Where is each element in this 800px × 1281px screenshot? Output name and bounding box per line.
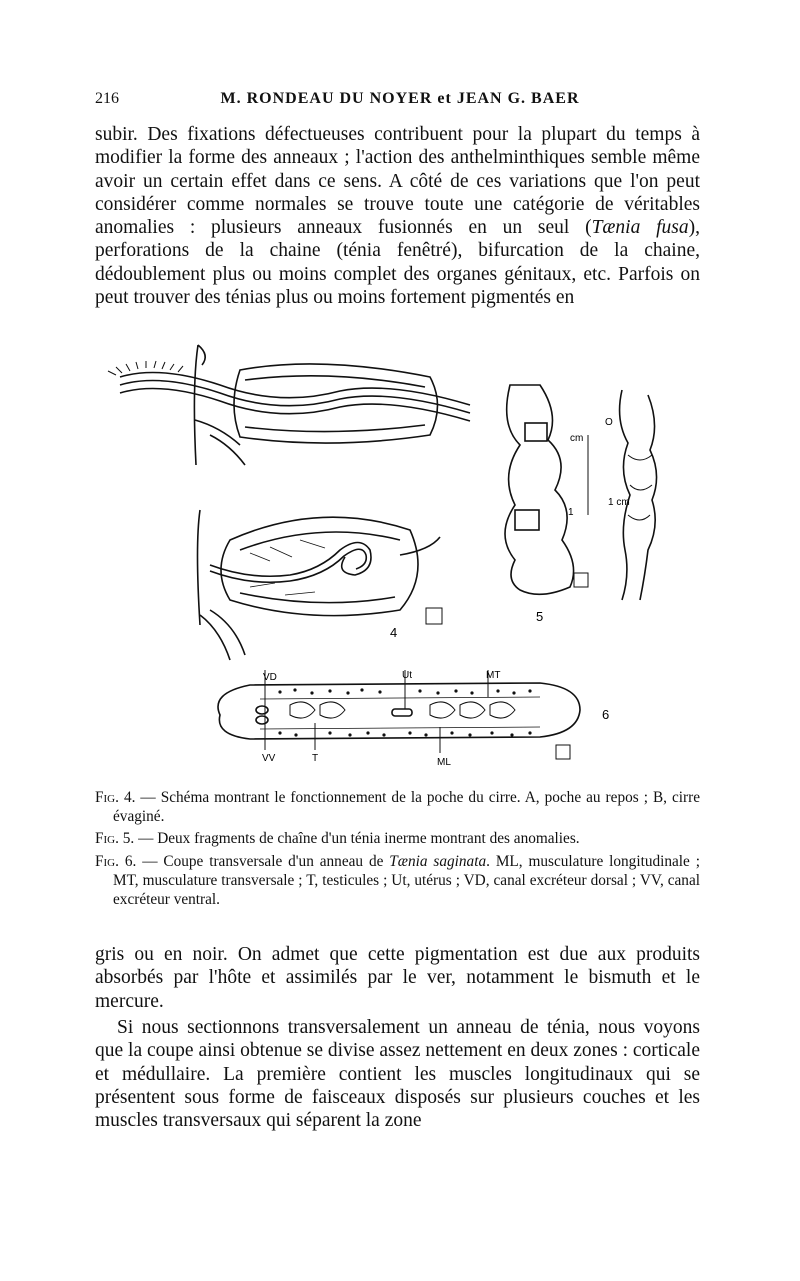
caption-fig4-text: — Schéma montrant le fonctionnement de la poche du cirre. A, poche au repos ; B, cirre évaginé. [113,789,700,825]
running-header [95,90,705,112]
caption-fig6 [95,852,700,909]
fig5-drawing [505,385,657,600]
caption-fig6-text-before: — Coupe transversale d'un anneau de [136,853,390,870]
caption-fig5 [95,829,700,848]
fig6-label-t: T [312,753,319,764]
fig6-number: 6 [602,707,610,722]
fig5-label-cm: cm [570,433,584,444]
caption-fig6-label: Fig. 6. [95,853,137,870]
running-title: M. RONDEAU DU NOYER et JEAN G. BAER [220,90,580,107]
caption-fig6-text-after: . ML, musculature longitudinale ; MT, musculature transversale ; T, testicules ; Ut, utérus ; VD, canal excréteur dorsal ; VV, canal excréteur ventral. [113,853,700,908]
page-number: 216 [95,90,119,107]
fig6-label-ml: ML [437,757,451,768]
fig6-label-ut: Ut [402,670,412,681]
fig5-label-one: 1 [568,507,574,518]
fig5-number: 5 [536,609,544,624]
fig4-number: 4 [390,625,398,640]
paragraph-3: Si nous sectionnons transversalement un anneau de ténia, nous voyons que la coupe ainsi obtenue se divise assez nettement en deux zones : corticale et médullaire. La première contient les muscles longitudinaux qui se présentent sous forme de faisceaux disposés sur plusieurs couches et les muscles transversaux qui séparent la zone [95,1017,700,1132]
fig6-label-mt: MT [486,670,501,681]
fig4-a-drawing [108,345,470,465]
paragraph-2: gris ou en noir. On admet que cette pigmentation est due aux produits absorbés par l'hôte et assimilés par le ver, notamment le bismuth et le mercure. [95,944,700,1012]
paragraph-1-part1: subir. Des fixations défectueuses contribuent pour la plupart du temps à modifier la forme des anneaux ; l'action des anthelminthiques semble même avoir un certain effet dans ce sens. A côté de ces variations que l'on peut considérer comme normales se trouve toute une catégorie de véritables anomalies : plusieurs anneaux fusionnés en un seul ( [95,124,700,239]
caption-fig4-label: Fig. 4. [95,789,136,806]
figure-plate-drawing [100,325,700,785]
fig6-label-vv: VV [262,753,276,764]
caption-fig4 [95,788,700,826]
fig5-label-o: O [605,417,613,428]
taenia-fusa-term: Tænia fusa [591,217,689,239]
caption-fig5-label: Fig. 5. [95,830,135,847]
taenia-saginata-term: Tænia saginata [389,853,487,870]
figure-plate [100,325,700,785]
fig6-label-vd: VD [263,672,277,683]
caption-fig5-text: — Deux fragments de chaîne d'un ténia inerme montrant des anomalies. [134,830,580,847]
paragraph-1-part2: ), perforations de la chaine (ténia fenêtré), bifurcation de la chaine, dédoublement plus ou moins complet des organes génitaux, etc. Parfois on peut trouver des ténias plus ou moins fortement pigmentés en [95,217,700,309]
fig5-label-one-cm: 1 cm [608,497,630,508]
fig4-b-drawing [198,510,441,660]
paragraph-1 [95,123,700,309]
